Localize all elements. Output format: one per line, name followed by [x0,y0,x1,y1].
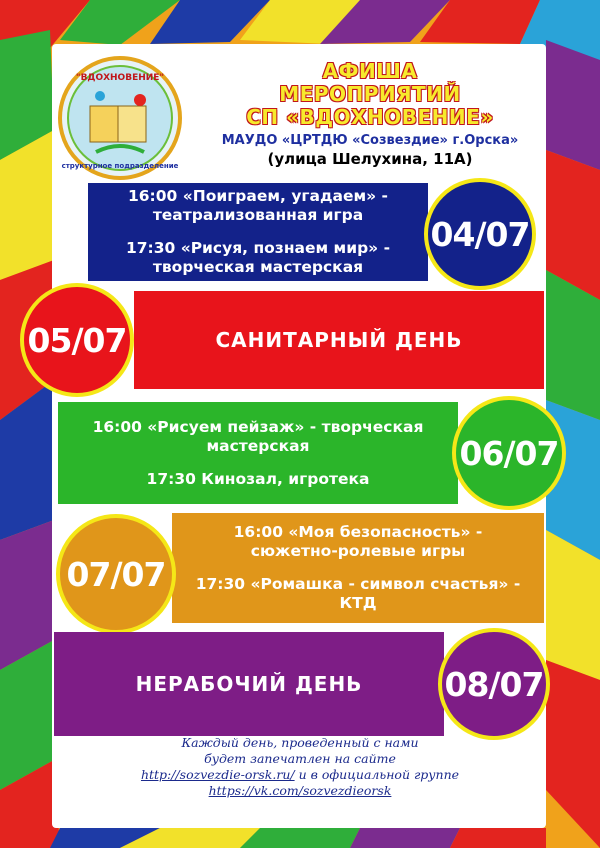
title-line-3: СП «ВДОХНОВЕНИЕ» [246,105,494,129]
event-block-0507 [134,291,544,389]
event-0707-line2: сюжетно-ролевые игры [250,542,466,560]
date-0507: 05/07 [27,320,127,360]
date-0707: 07/07 [66,554,166,594]
title-line-2: МЕРОПРИЯТИЙ [279,82,461,106]
date-0607: 06/07 [459,433,559,473]
header [196,60,544,168]
footer-line-1: Каждый день, проведенный с нами [181,735,419,750]
address: (улица Шелухина, 11А) [267,150,473,168]
date-0807: 08/07 [444,664,544,704]
date-badge-0407 [424,178,536,290]
footer-line-3-suffix: и в официальной группе [294,767,460,782]
event-0407-line2: театрализованная игра [152,206,364,224]
event-0607-line2: мастерская [206,436,310,455]
logo-bottom-text: структурное подразделение [61,162,179,170]
event-0807-text: НЕРАБОЧИЙ ДЕНЬ [135,671,363,696]
event-0607-line3: 17:30 Кинозал, игротека [146,469,370,488]
event-0407-line3: 17:30 «Рисуя, познаем мир» - [125,239,391,257]
date-badge-0807 [438,628,550,740]
vk-link[interactable]: https://vk.com/sozvezdieorsk [208,783,392,798]
date-badge-0607 [452,396,566,510]
event-0707-line3: 17:30 «Ромашка - символ счастья» - [195,575,521,593]
logo-icon [56,56,184,180]
event-0707-line4: КТД [339,594,377,612]
footer [100,735,500,799]
title-line-1: АФИША [322,59,418,83]
site-link[interactable]: http://sozvezdie-orsk.ru/ [140,767,295,782]
event-0407-line1: 16:00 «Поиграем, угадаем» - [127,187,388,205]
event-0407-line4: творческая мастерская [152,258,364,276]
event-block-0407 [88,183,428,281]
date-badge-0507 [20,283,134,397]
footer-line-4 [100,783,500,799]
footer-line-3 [100,767,500,783]
logo-top-text: "ВДОХНОВЕНИЕ" [75,73,165,83]
event-0507-text: САНИТАРНЫЙ ДЕНЬ [215,327,463,352]
event-block-0607 [58,402,458,504]
event-block-0707 [172,513,544,623]
event-0707-line1: 16:00 «Моя безопасность» - [233,523,483,541]
date-badge-0707 [56,514,176,634]
organization-name: МАУДО «ЦРТДЮ «Созвездие» г.Орска» [221,133,519,148]
event-0607-line1: 16:00 «Рисуем пейзаж» - творческая [92,417,424,436]
event-block-0807 [54,632,444,736]
footer-line-2: будет запечатлен на сайте [204,751,396,766]
date-0407: 04/07 [430,214,530,254]
